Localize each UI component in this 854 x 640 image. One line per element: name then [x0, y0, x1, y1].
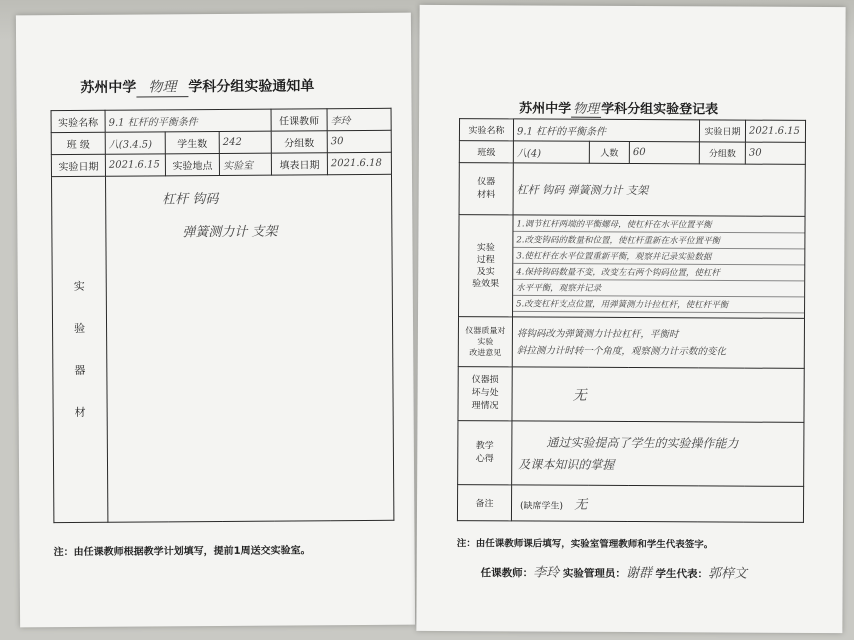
record-form-table: [457, 118, 806, 523]
signature-row: [481, 561, 747, 581]
value-fill-date: 2021.6.18: [327, 152, 391, 174]
value-experiment-name: 9.1 杠杆的平衡条件: [105, 109, 271, 132]
signature-manager: 谢群: [625, 565, 652, 582]
label-equipment-char-1: 实: [73, 279, 85, 293]
value-instruments: 杠杆 钩码 弹簧测力计 支架: [513, 163, 805, 217]
label-group-count: 分组数: [271, 131, 327, 153]
value-date: 2021.6.15: [745, 120, 805, 142]
value-people: 60: [629, 141, 699, 163]
value-damage: 无: [512, 367, 804, 423]
equipment-line-2: 弹簧测力计 支架: [182, 224, 278, 241]
label-location: 实验地点: [165, 153, 219, 175]
quality-line-1: 将钩码改为弹簧测力计拉杠杆，平衡时: [516, 327, 679, 340]
label-date: 实验日期: [51, 154, 105, 176]
process-line-2: 2.改变钩码的数量和位置，使杠杆重新在水平位置平衡: [516, 235, 721, 247]
value-teacher: 李玲: [327, 108, 391, 130]
label-absent: (缺席学生): [519, 501, 564, 512]
process-line-1: 1.调节杠杆两端的平衡螺母，使杠杆在水平位置平衡: [516, 219, 712, 231]
label-class: 班 级: [51, 132, 105, 154]
label-experiment-name: 实验名称: [51, 110, 105, 132]
process-cell: [513, 215, 806, 319]
value-class: 八(4): [513, 141, 589, 163]
signature-student: 郭梓文: [707, 566, 748, 582]
value-date: 2021.6.15: [105, 154, 165, 176]
value-student-count: 242: [219, 131, 271, 153]
process-line-3: 3.使杠杆在水平位置重新平衡，观察并记录实验数据: [516, 251, 712, 263]
remark-cell: [511, 485, 803, 523]
label-process: 实验 过程 及实 验效果: [459, 215, 514, 317]
equipment-list-cell: [105, 174, 393, 522]
quality-cell: [512, 317, 804, 369]
notice-footer-note: 注：由任课教师根据教学计划填写，提前1周送交实验室。: [53, 545, 311, 559]
value-absent: 无: [574, 497, 588, 513]
signature-teacher-label: 任课教师：: [480, 567, 534, 580]
notice-form-sheet: [16, 13, 415, 628]
title-school: 苏州中学: [519, 101, 572, 117]
label-group-count: 分组数: [699, 142, 745, 164]
signature-teacher: 李玲: [533, 565, 560, 581]
equipment-line-1: 杠杆 钩码: [162, 191, 219, 208]
label-quality: 仪器质量对 实验 改进意见: [458, 317, 512, 367]
quality-line-2: 斜拉测力计时转一个角度，观察测力计示数的变化: [516, 344, 726, 357]
label-remark: 备注: [457, 485, 511, 521]
title-school: 苏州中学: [80, 79, 137, 96]
label-class: 班级: [459, 141, 513, 163]
label-equipment-char-4: 材: [74, 405, 86, 419]
label-date: 实验日期: [699, 120, 745, 142]
label-equipment: [51, 176, 107, 522]
label-equipment-char-2: 验: [74, 321, 86, 335]
title-subject: 物理: [136, 76, 188, 97]
label-people: 人数: [589, 141, 629, 163]
label-instruments: 仪器 材料: [459, 163, 513, 215]
value-experiment-name: 9.1 杠杆的平衡条件: [513, 119, 699, 142]
title-subject: 物理: [571, 98, 601, 118]
teaching-cell: [512, 421, 804, 487]
value-group-count: 30: [327, 130, 391, 152]
record-footer-note: 注：由任课教师课后填写，实验室管理教师和学生代表签字。: [456, 538, 714, 551]
teaching-line-1: 通过实验提高了学生的实验操作能力: [546, 435, 739, 451]
process-line-6: 5.改变杠杆支点位置，用弹簧测力计拉杠杆，使杠杆平衡: [516, 299, 729, 311]
process-line-5: 水平平衡，观察并记录: [516, 283, 602, 294]
value-location: 实验室: [219, 153, 271, 175]
label-teaching: 教学 心得: [458, 421, 512, 485]
notice-form-table: [51, 108, 395, 523]
label-fill-date: 填表日期: [271, 153, 327, 175]
title-form-name: 学科分组实验登记表: [601, 101, 719, 118]
value-class: 八(3.4.5): [105, 132, 165, 154]
label-teacher: 任课教师: [271, 109, 327, 131]
signature-manager-label: 实验管理员：: [562, 567, 626, 580]
notice-form-title: [80, 75, 314, 98]
signature-student-label: 学生代表：: [655, 568, 709, 581]
value-group-count: 30: [745, 142, 805, 164]
teaching-line-2: 及课本知识的掌握: [518, 456, 615, 472]
label-experiment-name: 实验名称: [459, 119, 513, 141]
process-line-4: 4.保持钩码数量不变，改变左右两个钩码位置，使杠杆: [516, 267, 720, 279]
label-student-count: 学生数: [165, 131, 219, 153]
record-form-title: [519, 97, 718, 118]
title-form-name: 学科分组实验通知单: [188, 78, 315, 96]
record-form-sheet: [416, 5, 845, 633]
label-equipment-char-3: 器: [74, 363, 86, 377]
label-damage: 仪器损 坏与处 理情况: [458, 367, 512, 421]
